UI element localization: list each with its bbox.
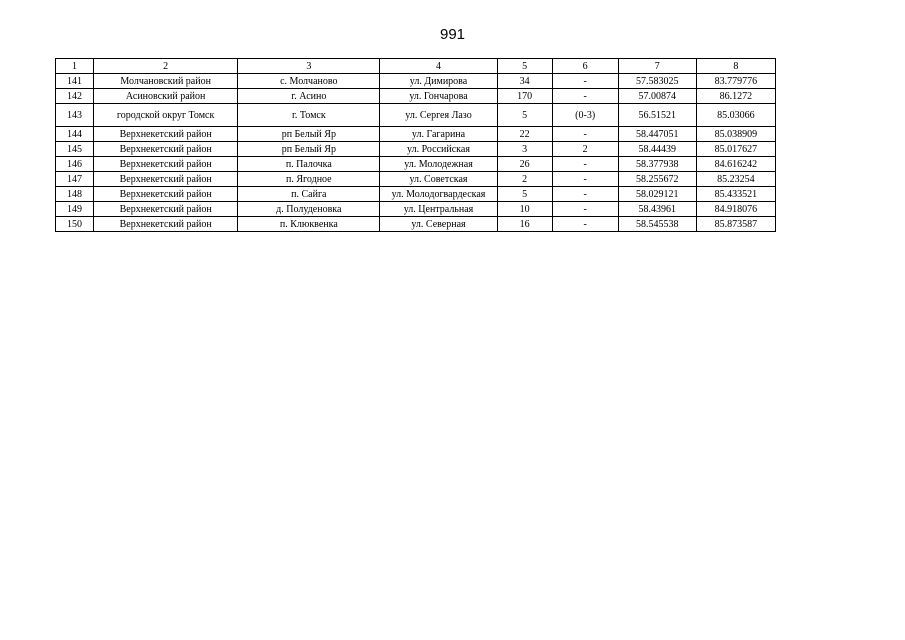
table-row [56,127,776,142]
street-cell: ул. Российская [380,142,497,157]
longitude-cell: 86.1272 [696,89,775,104]
house-cell: 26 [497,157,552,172]
table-body [56,74,776,232]
district-cell: Верхнекетский район [94,217,238,232]
row-number-cell: 150 [56,217,94,232]
settlement-cell: п. Клюквенка [238,217,380,232]
header-row [56,59,776,74]
row-number-cell: 147 [56,172,94,187]
district-cell: Молчановский район [94,74,238,89]
house-cell: 3 [497,142,552,157]
extra-cell: - [552,89,618,104]
street-cell: ул. Сергея Лазо [380,104,497,127]
table-row [56,172,776,187]
extra-cell: - [552,74,618,89]
latitude-cell: 58.43961 [618,202,696,217]
data-table [55,58,776,232]
settlement-cell: п. Палочка [238,157,380,172]
extra-cell: (0-3) [552,104,618,127]
column-header: 6 [552,59,618,74]
house-cell: 16 [497,217,552,232]
latitude-cell: 58.029121 [618,187,696,202]
table-row [56,202,776,217]
extra-cell: - [552,187,618,202]
longitude-cell: 84.616242 [696,157,775,172]
extra-cell: - [552,202,618,217]
table-row [56,157,776,172]
extra-cell: - [552,127,618,142]
column-header: 2 [94,59,238,74]
settlement-cell: п. Сайга [238,187,380,202]
longitude-cell: 85.873587 [696,217,775,232]
street-cell: ул. Молодежная [380,157,497,172]
table-row [56,187,776,202]
column-header: 8 [696,59,775,74]
district-cell: Верхнекетский район [94,142,238,157]
extra-cell: - [552,172,618,187]
longitude-cell: 83.779776 [696,74,775,89]
row-number-cell: 146 [56,157,94,172]
latitude-cell: 58.377938 [618,157,696,172]
latitude-cell: 57.583025 [618,74,696,89]
house-cell: 34 [497,74,552,89]
latitude-cell: 58.44439 [618,142,696,157]
extra-cell: 2 [552,142,618,157]
longitude-cell: 85.017627 [696,142,775,157]
settlement-cell: рп Белый Яр [238,127,380,142]
district-cell: Верхнекетский район [94,127,238,142]
settlement-cell: г. Асино [238,89,380,104]
extra-cell: - [552,217,618,232]
street-cell: ул. Центральная [380,202,497,217]
street-cell: ул. Димирова [380,74,497,89]
district-cell: Верхнекетский район [94,202,238,217]
column-header: 7 [618,59,696,74]
settlement-cell: д. Полуденовка [238,202,380,217]
house-cell: 170 [497,89,552,104]
house-cell: 5 [497,187,552,202]
street-cell: ул. Северная [380,217,497,232]
row-number-cell: 149 [56,202,94,217]
latitude-cell: 56.51521 [618,104,696,127]
extra-cell: - [552,157,618,172]
street-cell: ул. Советская [380,172,497,187]
longitude-cell: 84.918076 [696,202,775,217]
row-number-cell: 142 [56,89,94,104]
page-number: 991 [439,26,466,43]
row-number-cell: 141 [56,74,94,89]
settlement-cell: п. Ягодное [238,172,380,187]
house-cell: 5 [497,104,552,127]
column-header: 1 [56,59,94,74]
settlement-cell: рп Белый Яр [238,142,380,157]
street-cell: ул. Гагарина [380,127,497,142]
latitude-cell: 58.255672 [618,172,696,187]
column-header: 4 [380,59,497,74]
table-row [56,104,776,127]
street-cell: ул. Гончарова [380,89,497,104]
table-row [56,74,776,89]
table-row [56,89,776,104]
latitude-cell: 58.545538 [618,217,696,232]
district-cell: Асиновский район [94,89,238,104]
settlement-cell: с. Молчаново [238,74,380,89]
latitude-cell: 58.447051 [618,127,696,142]
row-number-cell: 145 [56,142,94,157]
table-row [56,142,776,157]
district-cell: Верхнекетский район [94,157,238,172]
house-cell: 10 [497,202,552,217]
settlement-cell: г. Томск [238,104,380,127]
table-row [56,217,776,232]
longitude-cell: 85.03066 [696,104,775,127]
house-cell: 22 [497,127,552,142]
house-cell: 2 [497,172,552,187]
district-cell: городской округ Томск [94,104,238,127]
column-header: 3 [238,59,380,74]
latitude-cell: 57.00874 [618,89,696,104]
longitude-cell: 85.23254 [696,172,775,187]
row-number-cell: 144 [56,127,94,142]
row-number-cell: 143 [56,104,94,127]
street-cell: ул. Молодогвардеская [380,187,497,202]
longitude-cell: 85.038909 [696,127,775,142]
longitude-cell: 85.433521 [696,187,775,202]
district-cell: Верхнекетский район [94,172,238,187]
column-header: 5 [497,59,552,74]
district-cell: Верхнекетский район [94,187,238,202]
row-number-cell: 148 [56,187,94,202]
